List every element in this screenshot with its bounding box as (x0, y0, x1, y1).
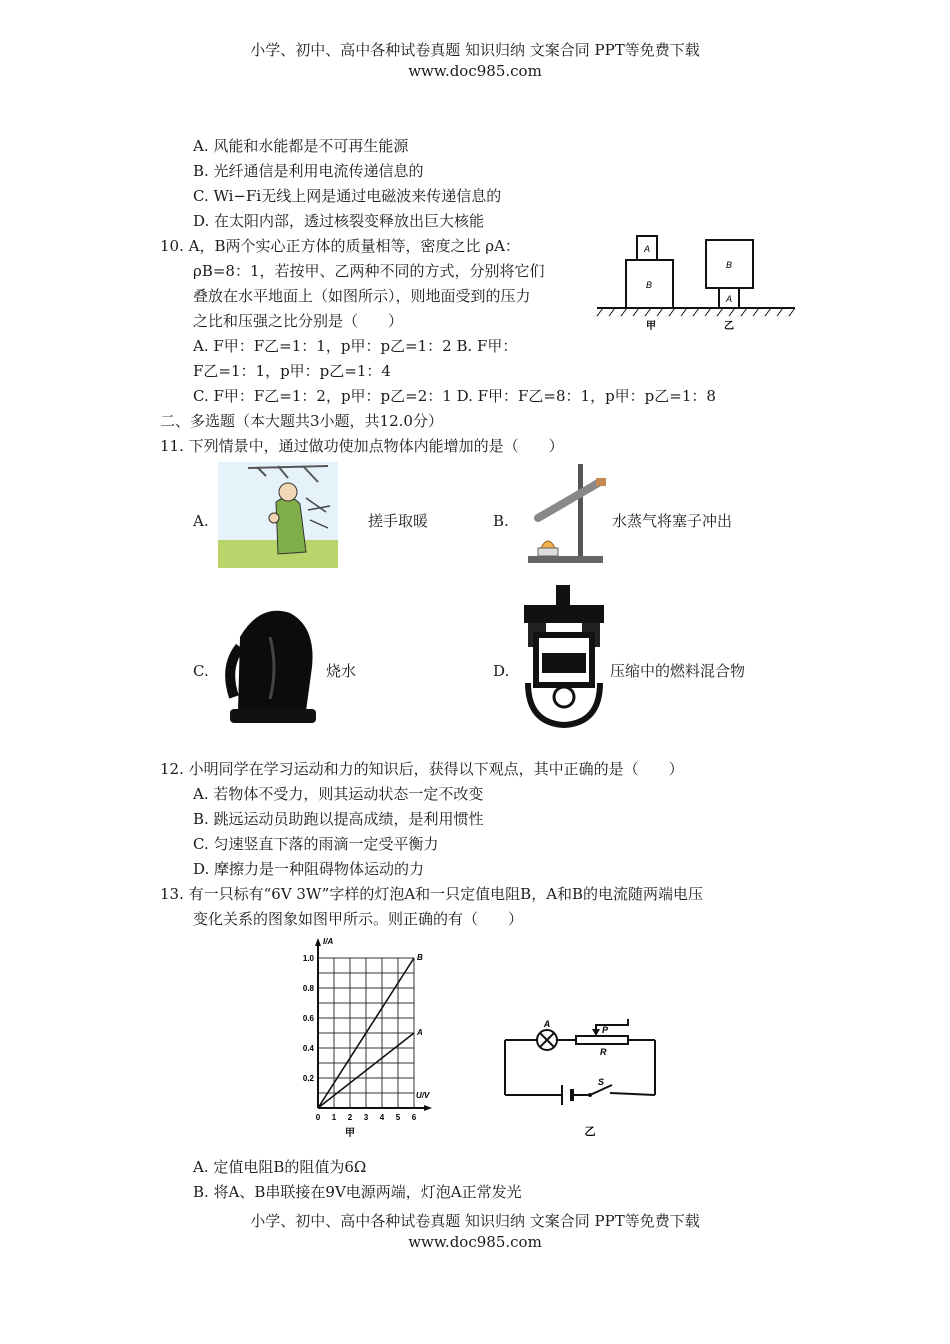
x-tick-label: 4 (379, 1113, 385, 1122)
series-label-a: A (417, 1028, 423, 1037)
q11-image-kettle (220, 607, 322, 725)
y-axis-arrow (315, 938, 321, 946)
q11-option-b-text: 水蒸气将塞子冲出 (612, 512, 733, 530)
q13-circuit-diagram (500, 1005, 665, 1140)
q12-option-d: D. 摩擦力是一种阻碍物体运动的力 (193, 860, 425, 878)
q9-option-b: B. 光纤通信是利用电流传递信息的 (193, 162, 424, 180)
q13-option-a: A. 定值电阻B的阻值为6Ω (193, 1158, 367, 1176)
circuit-rheostat-label: R (600, 1047, 607, 1057)
x-tick-label: 1 (331, 1113, 337, 1122)
x-axis-label: U/V (416, 1091, 430, 1100)
y-tick-label: 0.2 (302, 1074, 314, 1083)
footer-url: www.doc985.com (408, 1233, 542, 1251)
block-b-label-jia: B (645, 280, 653, 290)
y-tick-label: 0.6 (302, 1014, 314, 1023)
x-tick-label: 3 (363, 1113, 369, 1122)
q11-option-a-text: 搓手取暖 (368, 512, 429, 530)
q11-image-engine-cylinder (520, 583, 608, 728)
q10-option-ab: A. F甲：F乙=1：1，p甲：p乙=1：2 B. F甲： (193, 337, 518, 355)
q11-option-d-text: 压缩中的燃料混合物 (610, 662, 746, 680)
q12-option-c: C. 匀速竖直下落的雨滴一定受平衡力 (193, 835, 439, 853)
header-line-1: 小学、初中、高中各种试卷真题 知识归纳 文案合同 PPT等免费下载 (250, 41, 700, 59)
x-tick-label: 2 (347, 1113, 353, 1122)
circuit-lamp-label: A (543, 1019, 551, 1029)
q10-stem-1: 10. A，B两个实心正方体的质量相等，密度之比 ρA： (160, 237, 520, 255)
q10-stem-4: 之比和压强之比分别是（ ） (193, 312, 404, 330)
section-title: 二、多选题（本大题共3小题，共12.0分） (160, 412, 443, 430)
q13-stem-1: 13. 有一只标有“6V 3W”字样的灯泡A和一只定值电阻B，A和B的电流随两端电压 (160, 885, 704, 903)
q10-stem-3: 叠放在水平地面上（如图所示），则地面受到的压力 (193, 287, 531, 305)
q11-option-a-letter: A. (193, 512, 209, 530)
header-url: www.doc985.com (408, 62, 542, 80)
y-tick-label: 0.8 (302, 984, 314, 993)
footer-line-1: 小学、初中、高中各种试卷真题 知识归纳 文案合同 PPT等免费下载 (250, 1212, 700, 1230)
q10-option-cd: C. F甲：F乙=1：2，p甲：p乙=2：1 D. F甲：F乙=8：1，p甲：p乙=1：8 (193, 387, 716, 405)
q11-option-b-letter: B. (493, 512, 509, 530)
q11-image-test-tube (518, 460, 613, 565)
y-tick-label: 0.4 (302, 1044, 314, 1053)
q11-option-c-text: 烧水 (326, 662, 357, 680)
q10-blocks-figure (595, 232, 805, 332)
q11-stem: 11. 下列情景中，通过做功使加点物体内能增加的是（ ） (160, 437, 564, 455)
x-tick-label: 6 (411, 1113, 417, 1122)
y-tick-label: 1.0 (302, 954, 314, 963)
q10-stem-2: ρB=8：1，若按甲、乙两种不同的方式，分别将它们 (193, 262, 545, 280)
caption-yi: 乙 (724, 321, 734, 332)
q11-option-c-letter: C. (193, 662, 209, 680)
q9-option-d: D. 在太阳内部，透过核裂变释放出巨大核能 (193, 212, 485, 230)
q12-stem: 12. 小明同学在学习运动和力的知识后，获得以下观点，其中正确的是（ ） (160, 760, 684, 778)
circuit-slider-label: P (602, 1025, 609, 1035)
q13-stem-2: 变化关系的图象如图甲所示。则正确的有（ ） (193, 910, 524, 928)
x-tick-label: 0 (315, 1113, 321, 1122)
q13-option-b: B. 将A、B串联接在9V电源两端，灯泡A正常发光 (193, 1183, 522, 1201)
block-a-label-yi: A (725, 294, 733, 304)
q11-image-rubbing-hands (218, 462, 338, 568)
q11-option-d-letter: D. (493, 662, 510, 680)
y-axis-label: I/A (323, 937, 334, 946)
x-axis-arrow (424, 1105, 432, 1111)
circuit-switch-label: S (598, 1077, 605, 1087)
x-tick-label: 5 (395, 1113, 401, 1122)
circuit-caption: 乙 (584, 1126, 596, 1138)
chart-caption: 甲 (345, 1128, 355, 1139)
q12-option-a: A. 若物体不受力，则其运动状态一定不改变 (193, 785, 484, 803)
block-b-label-yi: B (725, 260, 733, 270)
q9-option-a: A. 风能和水能都是不可再生能源 (193, 137, 409, 155)
q9-option-c: C. Wi−Fi无线上网是通过电磁波来传递信息的 (193, 187, 502, 205)
q10-option-b-cont: F乙=1：1，p甲：p乙=1：4 (193, 362, 391, 380)
iu-chart (290, 930, 440, 1140)
caption-jia: 甲 (646, 321, 656, 332)
q12-option-b: B. 跳远运动员助跑以提高成绩，是利用惯性 (193, 810, 484, 828)
block-a-label-jia: A (643, 244, 651, 254)
series-label-b: B (417, 953, 423, 962)
